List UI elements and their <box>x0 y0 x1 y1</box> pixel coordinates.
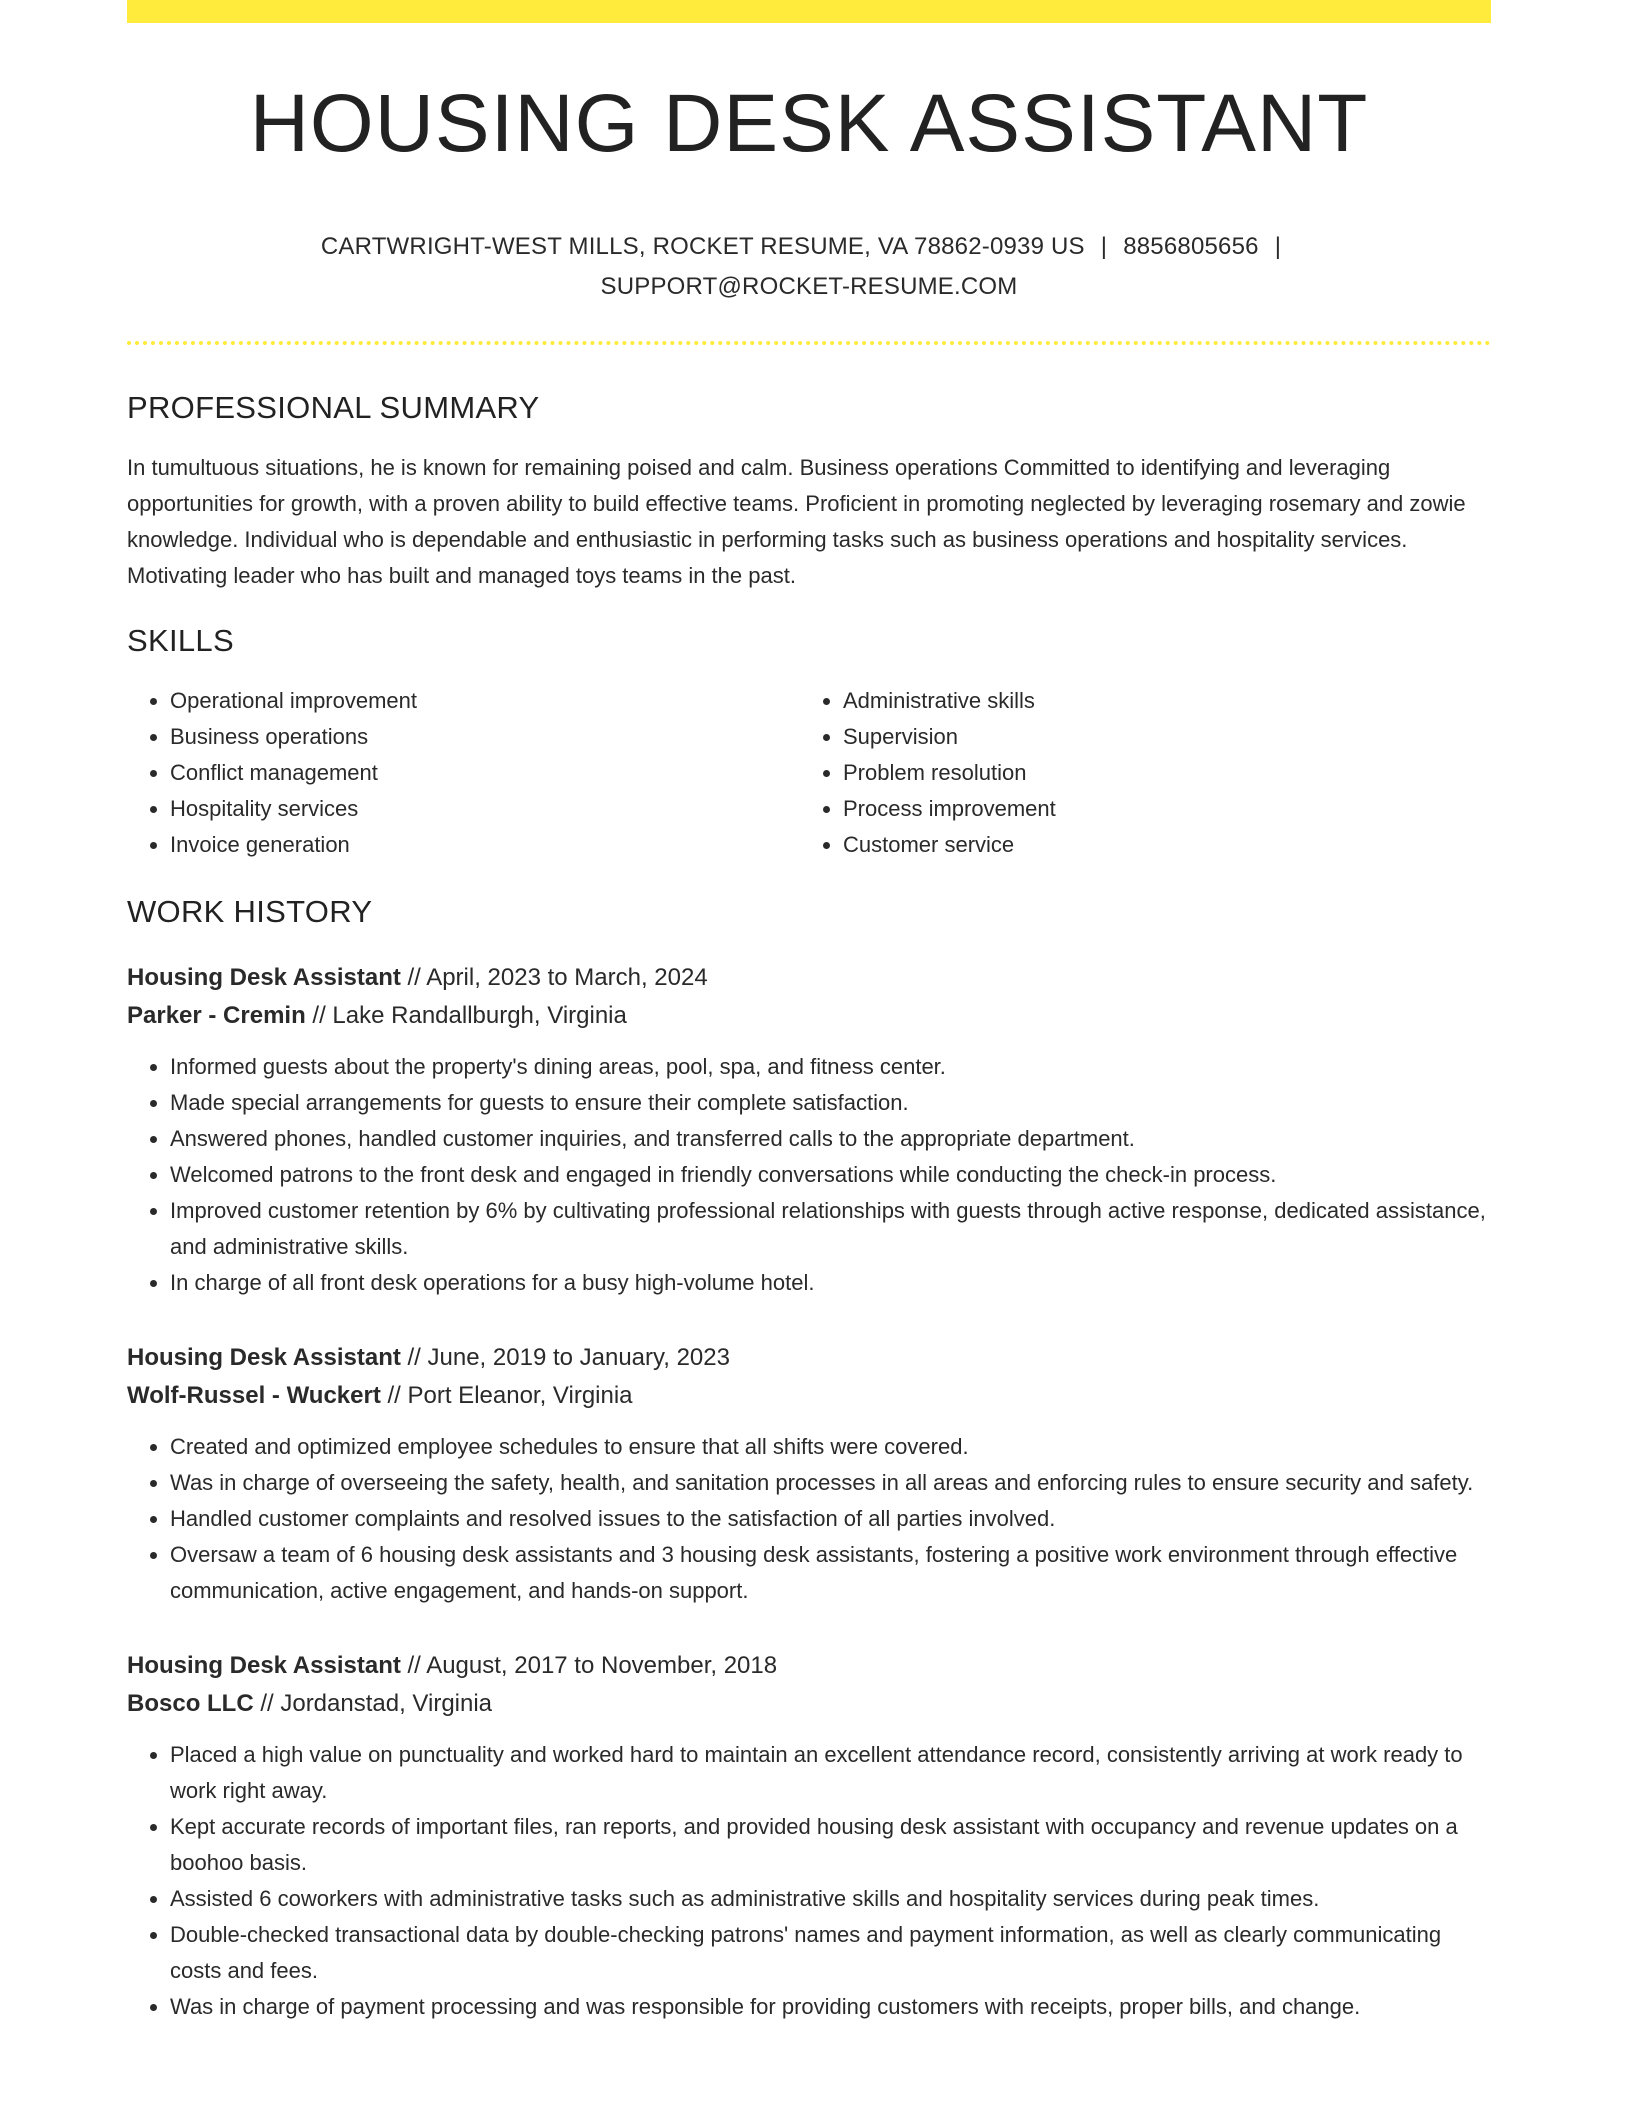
job-title: Housing Desk Assistant <box>127 1651 401 1679</box>
skill-item: • Supervision <box>843 719 1473 755</box>
job-title-line <box>127 959 1491 997</box>
job-entry <box>127 959 1491 1301</box>
job-dates: // April, 2023 to March, 2024 <box>400 963 708 991</box>
contact-separator: | <box>1274 233 1282 260</box>
job-bullet: • Oversaw a team of 6 housing desk assistants and 3 housing desk assistants, fostering a positive work environment through effective communication, active engagement, and hands-on support. <box>170 1537 1491 1609</box>
job-company: Parker - Cremin <box>127 1001 306 1029</box>
skills-column-right <box>800 683 1473 863</box>
job-bullet: • Created and optimized employee schedules to ensure that all shifts were covered. <box>170 1429 1491 1465</box>
job-bullet: • Double-checked transactional data by double-checking patrons' names and payment information, as well as clearly communicating costs and fees. <box>170 1917 1491 1989</box>
skill-item: • Business operations <box>170 719 800 755</box>
job-company-line <box>127 1377 1491 1415</box>
job-bullet: • Was in charge of overseeing the safety, health, and sanitation processes in all areas and enforcing rules to ensure security and safety. <box>170 1465 1491 1501</box>
job-entry <box>127 1339 1491 1609</box>
job-bullet: • In charge of all front desk operations for a busy high-volume hotel. <box>170 1265 1491 1301</box>
resume-title: HOUSING DESK ASSISTANT <box>249 78 1369 169</box>
contact-info <box>127 227 1491 307</box>
skills-column-left <box>127 683 800 863</box>
job-bullets <box>127 1429 1491 1609</box>
job-bullet: • Improved customer retention by 6% by cultivating professional relationships with guests through active response, dedicated assistance, and administrative skills. <box>170 1193 1491 1265</box>
job-location: // Port Eleanor, Virginia <box>380 1381 633 1409</box>
resume-page <box>127 0 1491 2025</box>
job-company: Bosco LLC <box>127 1689 254 1717</box>
contact-address: CARTWRIGHT-WEST MILLS, ROCKET RESUME, VA 78862-0939 US <box>320 233 1085 260</box>
skill-item: • Process improvement <box>843 791 1473 827</box>
job-bullet: • Placed a high value on punctuality and worked hard to maintain an excellent attendance record, consistently arriving at work ready to work right away. <box>170 1737 1491 1809</box>
skill-item: • Customer service <box>843 827 1473 863</box>
job-bullet: • Answered phones, handled customer inquiries, and transferred calls to the appropriate department. <box>170 1121 1491 1157</box>
summary-text: In tumultuous situations, he is known for remaining poised and calm. Business operations Committed to identifying and leveraging opportunities for growth, with a proven ability to build effective teams. Proficient in promoting neglected by leveraging rosemary and zowie knowledge. Individual who is dependable and enthusiastic in performing tasks such as business operations and hospitality services. Motivating leader who has built and managed toys teams in the past. <box>127 455 1466 589</box>
job-bullet: • Assisted 6 coworkers with administrative tasks such as administrative skills and hospitality services during peak times. <box>170 1881 1491 1917</box>
job-bullet: • Was in charge of payment processing and was responsible for providing customers with receipts, proper bills, and change. <box>170 1989 1491 2025</box>
job-company-line <box>127 997 1491 1035</box>
skill-item: • Operational improvement <box>170 683 800 719</box>
contact-phone: 8856805656 <box>1123 233 1259 260</box>
summary-heading: PROFESSIONAL SUMMARY <box>127 390 540 425</box>
job-entry <box>127 1647 1491 2025</box>
contact-separator: | <box>1100 233 1108 260</box>
job-bullet: • Handled customer complaints and resolved issues to the satisfaction of all parties involved. <box>170 1501 1491 1537</box>
work-history-heading: WORK HISTORY <box>127 894 373 930</box>
job-location: // Jordanstad, Virginia <box>253 1689 493 1717</box>
job-location: // Lake Randallburgh, Virginia <box>305 1001 627 1029</box>
skill-item: • Conflict management <box>170 755 800 791</box>
job-dates: // June, 2019 to January, 2023 <box>400 1343 730 1371</box>
job-bullet: • Kept accurate records of important files, ran reports, and provided housing desk assistant with occupancy and revenue updates on a boohoo basis. <box>170 1809 1491 1881</box>
skill-item: • Administrative skills <box>843 683 1473 719</box>
job-title-line <box>127 1339 1491 1377</box>
accent-top-bar <box>127 0 1491 23</box>
contact-email[interactable]: SUPPORT@ROCKET-RESUME.COM <box>600 273 1018 300</box>
job-bullets <box>127 1049 1491 1301</box>
job-title-line <box>127 1647 1491 1685</box>
skills-heading: SKILLS <box>127 623 234 659</box>
job-title: Housing Desk Assistant <box>127 1343 401 1371</box>
job-company-line <box>127 1685 1491 1723</box>
skill-item: • Problem resolution <box>843 755 1473 791</box>
job-dates: // August, 2017 to November, 2018 <box>400 1651 778 1679</box>
job-bullet: • Informed guests about the property's dining areas, pool, spa, and fitness center. <box>170 1049 1491 1085</box>
job-title: Housing Desk Assistant <box>127 963 401 991</box>
job-company: Wolf-Russel - Wuckert <box>127 1381 381 1409</box>
job-bullet: • Made special arrangements for guests to ensure their complete satisfaction. <box>170 1085 1491 1121</box>
skill-item: • Hospitality services <box>170 791 800 827</box>
job-bullets <box>127 1737 1491 2025</box>
skill-item: • Invoice generation <box>170 827 800 863</box>
job-bullet: • Welcomed patrons to the front desk and engaged in friendly conversations while conducting the check-in process. <box>170 1157 1491 1193</box>
skills-list <box>127 683 1491 863</box>
dotted-divider <box>127 341 1491 345</box>
